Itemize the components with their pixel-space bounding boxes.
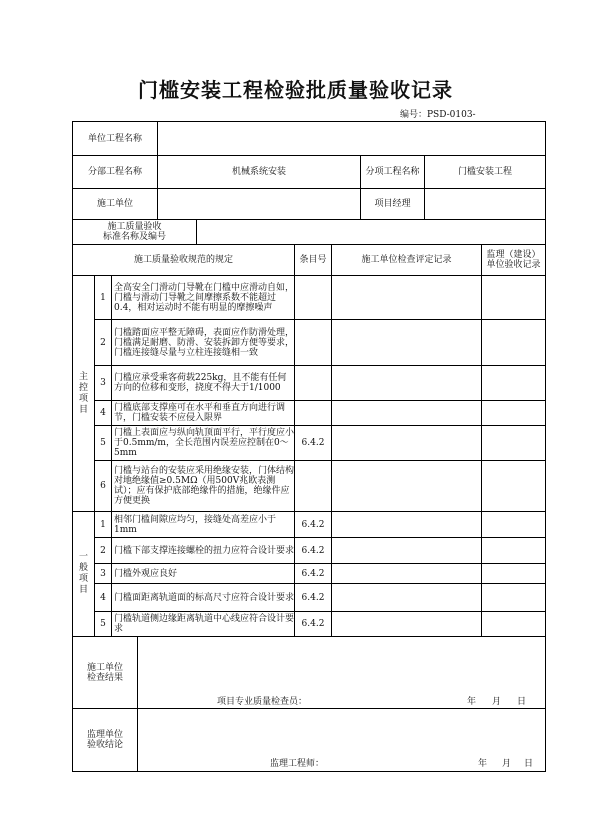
main-item-no: 5 (100, 438, 106, 448)
supervision-conclusion-line2: 验收结论 (86, 740, 123, 750)
construction-result-line1: 施工单位 (86, 662, 123, 673)
construction-unit-value[interactable] (158, 189, 360, 219)
general-item-no: 4 (100, 592, 106, 603)
main-item-text: 全高安全门滑动门导靴在门槛中应滑动自如，门槛与滑动门导靴之间摩擦系数不能超过0.4，相对运动时不能有明显的摩擦噪声 (114, 282, 294, 313)
main-item-no: 4 (100, 408, 106, 418)
col-check-record-header: 施工单位检查评定记录 (361, 255, 452, 265)
main-item-text: 门槛与站台的安装应采用绝缘安装，门体结构对地绝缘值≥0.5MΩ（用500V兆欧表测试）；应有保护底部绝缘件的措施，绝缘件应方便更换 (114, 466, 294, 506)
item-project-value[interactable]: 门槛安装工程 (457, 167, 512, 177)
date-month: 月 (492, 697, 502, 707)
main-item-text: 门槛上表面应与纵向轨顶面平行，平行度应小于0.5mm/m，全长范围内误差应控制在0～5mm (114, 428, 294, 458)
unit-project-value[interactable] (158, 122, 545, 155)
main-item-no: 6 (100, 481, 106, 491)
standard-label (73, 220, 196, 244)
col-supervision-header (482, 245, 545, 275)
general-item-no: 3 (100, 568, 106, 579)
general-items-label (73, 512, 94, 636)
supervision-conclusion-label (73, 709, 137, 771)
general-item-text: 相邻门槛间隙应均匀，接缝处高差应小于1mm (114, 514, 277, 535)
general-item-clause: 6.4.2 (301, 592, 325, 603)
main-items-label-text: 主控项目 (78, 371, 88, 415)
date-year: 年 (467, 697, 477, 707)
col-supervision-line1: 监理（建设） (486, 250, 541, 260)
unit-project-label: 单位工程名称 (87, 133, 142, 144)
general-item-no: 5 (100, 619, 106, 629)
date-day: 日 (517, 697, 527, 707)
main-item-clause (295, 366, 331, 400)
general-items-label-text: 一般项目 (78, 552, 88, 595)
general-item-clause: 6.4.2 (301, 519, 325, 530)
date2-year: 年 (478, 759, 488, 769)
construction-unit-label: 施工单位 (96, 199, 133, 209)
construction-result-line2: 检查结果 (86, 672, 123, 683)
main-item-text: 门槛踏面应平整无障碍，表面应作防滑处理，门槛满足耐磨、防滑、安装拆卸方便等要求，门槛连接缝尽量与立柱连接缝相一致 (114, 327, 294, 358)
date2-month: 月 (502, 759, 512, 769)
page-title: 门槛安装工程检验批质量验收记录 (138, 78, 453, 102)
general-item-clause: 6.4.2 (301, 619, 325, 629)
general-item-no: 1 (100, 519, 106, 530)
date2-day: 日 (524, 759, 534, 769)
main-item-clause (295, 401, 331, 425)
main-item-no: 2 (100, 337, 106, 348)
main-items-label (73, 276, 94, 511)
main-item-clause: 6.4.2 (301, 438, 325, 448)
item-project-label: 分项工程名称 (365, 167, 420, 177)
col-supervision-line2: 单位验收记录 (486, 260, 541, 270)
general-item-text: 门槛面距离轨道面的标高尺寸应符合设计要求 (114, 592, 294, 603)
main-item-clause (295, 276, 331, 319)
sub-project-value[interactable]: 机械系统安装 (231, 167, 286, 177)
inspector-signature-label: 项目专业质量检查员： (217, 697, 308, 707)
main-item-clause (295, 320, 331, 365)
general-item-text: 门槛下部支撑连接螺栓的扭力应符合设计要求 (114, 545, 294, 556)
main-item-text: 门槛底部支撑座可在水平和垂直方向进行调节，门槛安装不应侵入限界 (114, 403, 286, 423)
sub-project-label: 分部工程名称 (87, 167, 142, 177)
general-item-clause: 6.4.2 (301, 545, 325, 556)
main-item-clause (295, 461, 331, 511)
main-item-no: 3 (100, 378, 106, 388)
document-number: 编号：PSD-0103- (400, 110, 476, 120)
main-item-no: 1 (100, 292, 106, 303)
standard-value[interactable] (197, 220, 545, 244)
standard-label-line1: 施工质量验收 (107, 222, 162, 232)
main-item-text: 门槛应承受乘客荷载225kg，且不能有任何方向的位移和变形，挠度不得大于1/1000 (114, 373, 287, 393)
construction-result-label (73, 637, 137, 708)
project-manager-value[interactable] (425, 189, 545, 219)
supervision-conclusion-line1: 监理单位 (86, 730, 123, 740)
general-item-text: 门槛轨道侧边缘距离轨道中心线应符合设计要求 (114, 614, 294, 634)
general-item-clause: 6.4.2 (301, 568, 325, 579)
col-spec-header: 施工质量验收规范的规定 (133, 255, 233, 265)
general-item-text: 门槛外观应良好 (114, 568, 178, 579)
col-clause-header: 条目号 (299, 255, 327, 265)
general-item-no: 2 (100, 545, 106, 556)
supervisor-signature-label: 监理工程师： (270, 759, 325, 769)
standard-label-line2: 标准名称及编号 (102, 232, 166, 242)
project-manager-label: 项目经理 (374, 199, 411, 209)
